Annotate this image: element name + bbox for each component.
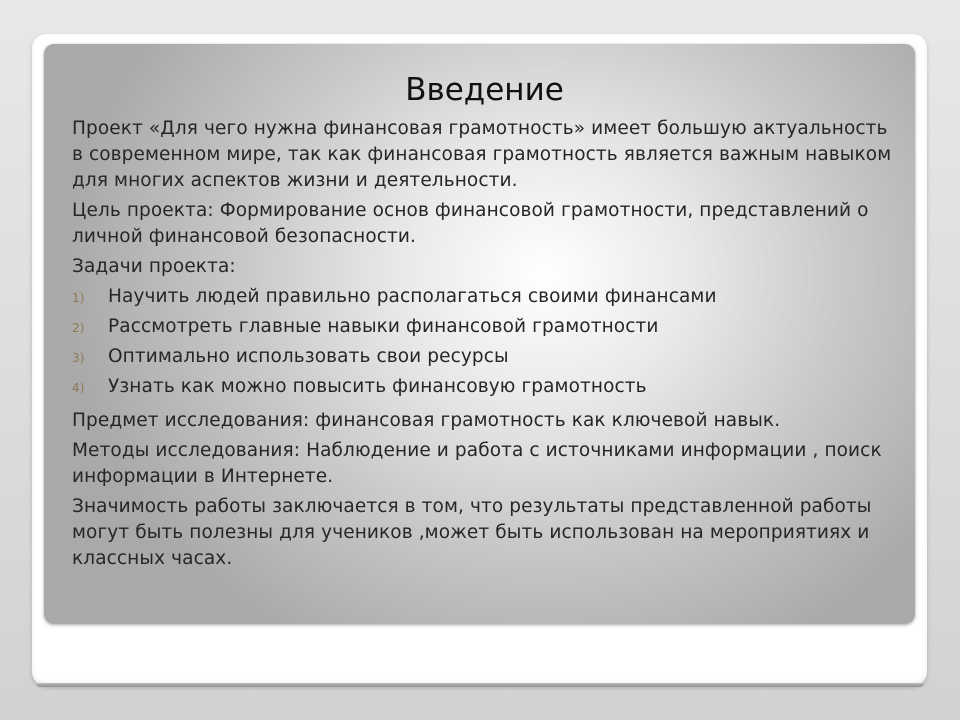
list-item-number: 4) [72, 381, 85, 395]
slide-title: Введение [405, 72, 564, 108]
list-item-number: 1) [72, 291, 85, 305]
subject-paragraph: Предмет исследования: финансовая грамотность как ключевой навык. [72, 410, 781, 431]
list-item-text: Узнать как можно повысить финансовую грамотность [108, 376, 647, 397]
frame-bottom-shadow [36, 683, 924, 687]
slide-content [72, 116, 902, 576]
tasks-heading: Задачи проекта: [72, 256, 236, 277]
tasks-list [72, 284, 902, 404]
intro-paragraph: Проект «Для чего нужна финансовая грамотность» имеет большую актуальность в современном мире, так как финансовая грамотность является важным навыком для многих аспектов жизни и деятельности. [72, 118, 892, 191]
list-item [72, 314, 902, 344]
significance-paragraph: Значимость работы заключается в том, что результаты представленной работы могут быть полезны для учеников ,может быть использован на мероприятиях и классных часах. [72, 496, 872, 569]
list-item [72, 284, 902, 314]
list-item [72, 374, 902, 404]
list-item-text: Рассмотреть главные навыки финансовой грамотности [108, 316, 659, 337]
list-item-text: Научить людей правильно располагаться своими финансами [108, 286, 717, 307]
list-item-number: 2) [72, 321, 85, 335]
list-item-number: 3) [72, 351, 85, 365]
list-item-text: Оптимально использовать свои ресурсы [108, 346, 509, 367]
goal-paragraph: Цель проекта: Формирование основ финансовой грамотности, представлений о личной финансовой безопасности. [72, 200, 869, 247]
list-item [72, 344, 902, 374]
methods-paragraph: Методы исследования: Наблюдение и работа с источниками информации , поиск информации в Интернете. [72, 440, 882, 487]
